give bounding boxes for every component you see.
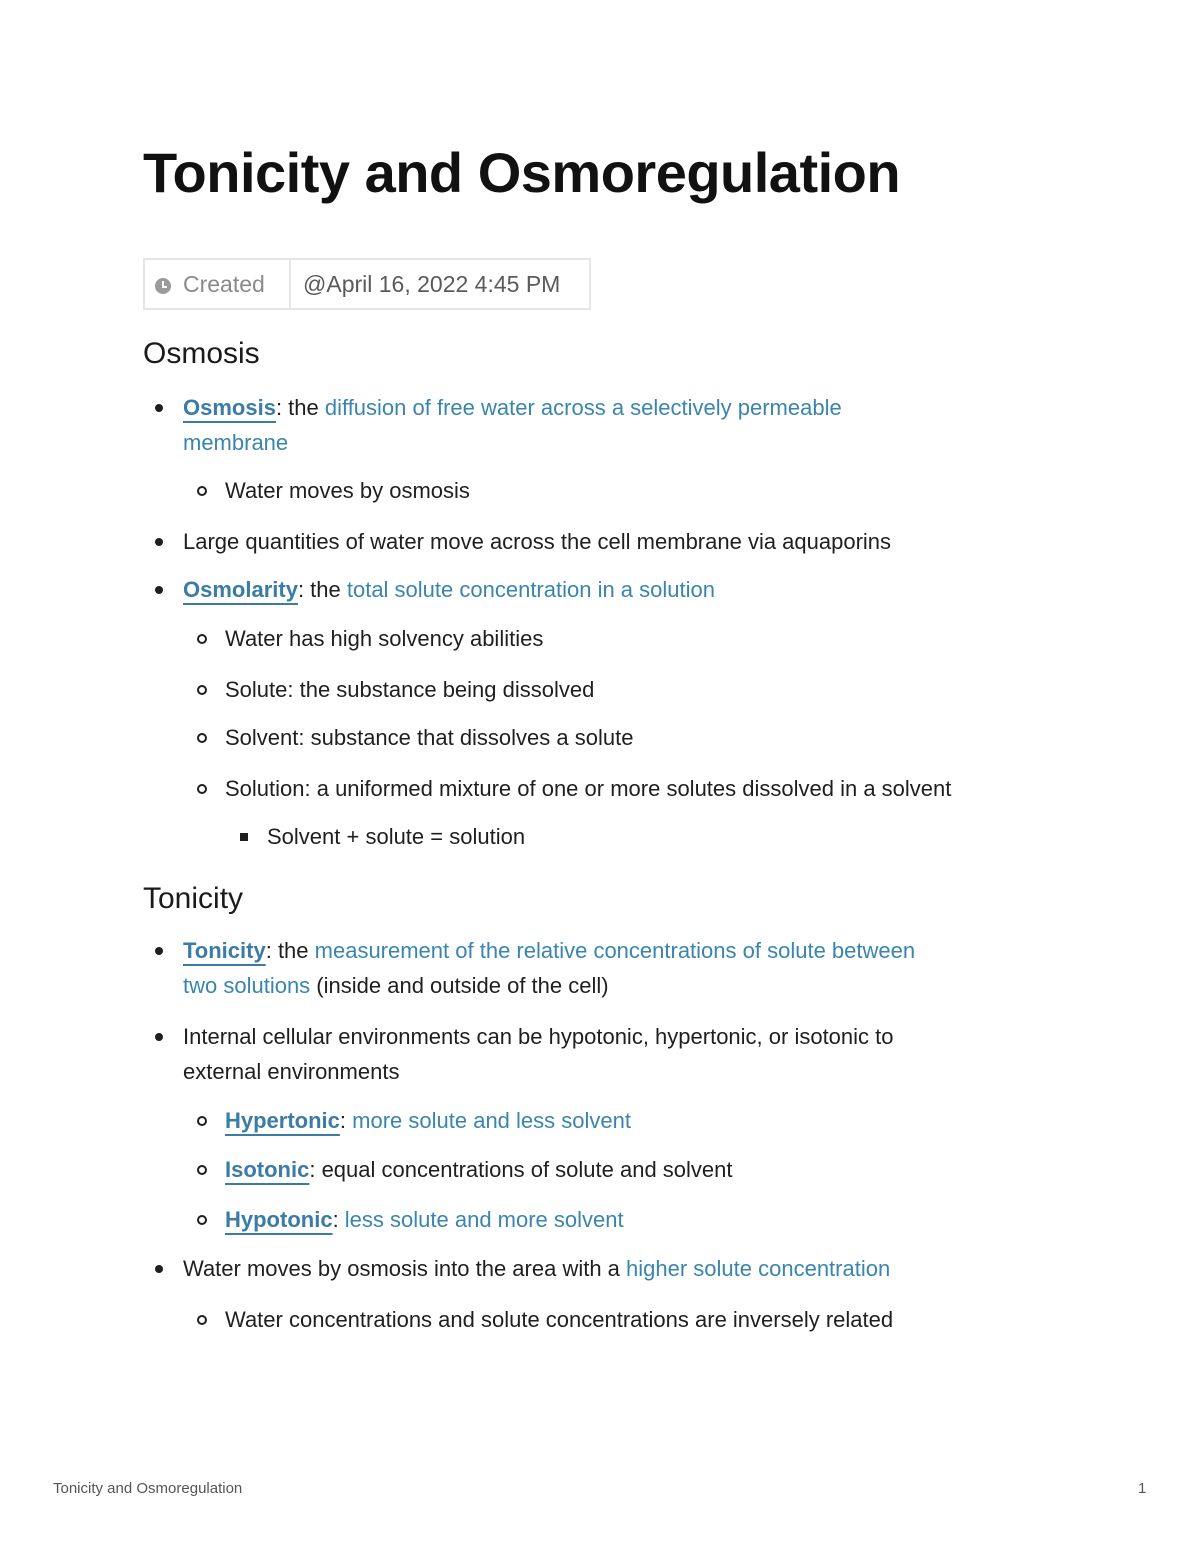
list-item (143, 1251, 890, 1286)
highlight-text: higher solute concentration (626, 1256, 891, 1281)
isotonic-definition: : equal concentrations of solute and solvent (309, 1157, 733, 1182)
term-hypertonic[interactable]: Hypertonic (225, 1108, 340, 1133)
term-osmolarity[interactable]: Osmolarity (183, 577, 298, 602)
created-property-key (145, 260, 291, 308)
list-item-osmolarity-definition (143, 572, 715, 607)
item-text: Water concentrations and solute concentrations are inversely related (225, 1307, 894, 1332)
list-item (143, 524, 891, 559)
bullet-circle (197, 1215, 207, 1225)
hypotonic-definition: less solute and more solvent (344, 1207, 624, 1232)
bullet-disc (155, 1265, 163, 1273)
created-property-value[interactable]: @April 16, 2022 4:45 PM (303, 270, 561, 297)
osmosis-definition: diffusion of free water across a selectively permeable (324, 395, 842, 420)
item-text: Water moves by osmosis into the area with a (183, 1256, 627, 1281)
list-item (185, 720, 633, 755)
term-tonicity[interactable]: Tonicity (183, 938, 266, 963)
bullet-disc (155, 586, 163, 594)
term-hypotonic[interactable]: Hypotonic (225, 1207, 333, 1232)
bullet-disc (155, 404, 163, 412)
list-item-hypotonic (185, 1202, 624, 1237)
bullet-square (240, 833, 248, 841)
list-item (227, 819, 525, 854)
item-text: Solution: a uniformed mixture of one or more solutes dissolved in a solvent (225, 776, 952, 801)
list-item (185, 771, 951, 806)
properties-table (143, 258, 591, 310)
page-title: Tonicity and Osmoregulation (143, 141, 901, 204)
bullet-disc (155, 538, 163, 546)
bullet-disc (155, 1033, 163, 1041)
section-heading-tonicity: Tonicity (143, 882, 244, 915)
list-item-osmosis-definition (143, 390, 842, 460)
list-item-hypertonic (185, 1103, 631, 1138)
osmolarity-definition: total solute concentration in a solution (346, 577, 715, 602)
separator: : the (265, 938, 315, 963)
item-text: Solute: the substance being dissolved (225, 677, 595, 702)
list-item (185, 672, 594, 707)
term-isotonic[interactable]: Isotonic (225, 1157, 310, 1182)
clock-icon (155, 278, 171, 294)
tonicity-tail: (inside and outside of the cell) (310, 973, 609, 998)
bullet-circle (197, 1165, 207, 1175)
list-item-isotonic (185, 1152, 733, 1187)
bullet-circle (197, 784, 207, 794)
bullet-circle (197, 634, 207, 644)
list-item-tonicity-definition (143, 933, 915, 1003)
separator: : the (275, 395, 325, 420)
tonicity-definition-cont: two solutions (183, 973, 311, 998)
list-item (185, 621, 543, 656)
bullet-circle (197, 1315, 207, 1325)
list-item (185, 473, 470, 508)
bullet-circle (197, 685, 207, 695)
tonicity-definition: measurement of the relative concentrations of solute between (314, 938, 916, 963)
item-text: Solvent: substance that dissolves a solute (225, 725, 634, 750)
created-label: Created (183, 270, 265, 297)
separator: : the (297, 577, 347, 602)
separator: : (339, 1108, 353, 1133)
list-item (185, 1302, 893, 1337)
bullet-circle (197, 733, 207, 743)
list-item (143, 1019, 894, 1089)
footer-page-number: 1 (1138, 1480, 1147, 1497)
item-text: Water moves by osmosis (225, 478, 470, 503)
hypertonic-definition: more solute and less solvent (352, 1108, 631, 1133)
separator: : (332, 1207, 345, 1232)
section-heading-osmosis: Osmosis (143, 337, 260, 370)
bullet-circle (197, 1116, 207, 1126)
osmosis-definition-cont: membrane (183, 430, 289, 455)
term-osmosis[interactable]: Osmosis (183, 395, 276, 420)
bullet-circle (197, 486, 207, 496)
item-text: Internal cellular environments can be hypotonic, hypertonic, or isotonic to (183, 1024, 894, 1049)
item-text: Large quantities of water move across the cell membrane via aquaporins (183, 529, 892, 554)
item-text-cont: external environments (183, 1059, 400, 1084)
bullet-disc (155, 947, 163, 955)
item-text: Water has high solvency abilities (225, 626, 544, 651)
footer-doc-title: Tonicity and Osmoregulation (53, 1480, 243, 1497)
item-text: Solvent + solute = solution (267, 824, 526, 849)
